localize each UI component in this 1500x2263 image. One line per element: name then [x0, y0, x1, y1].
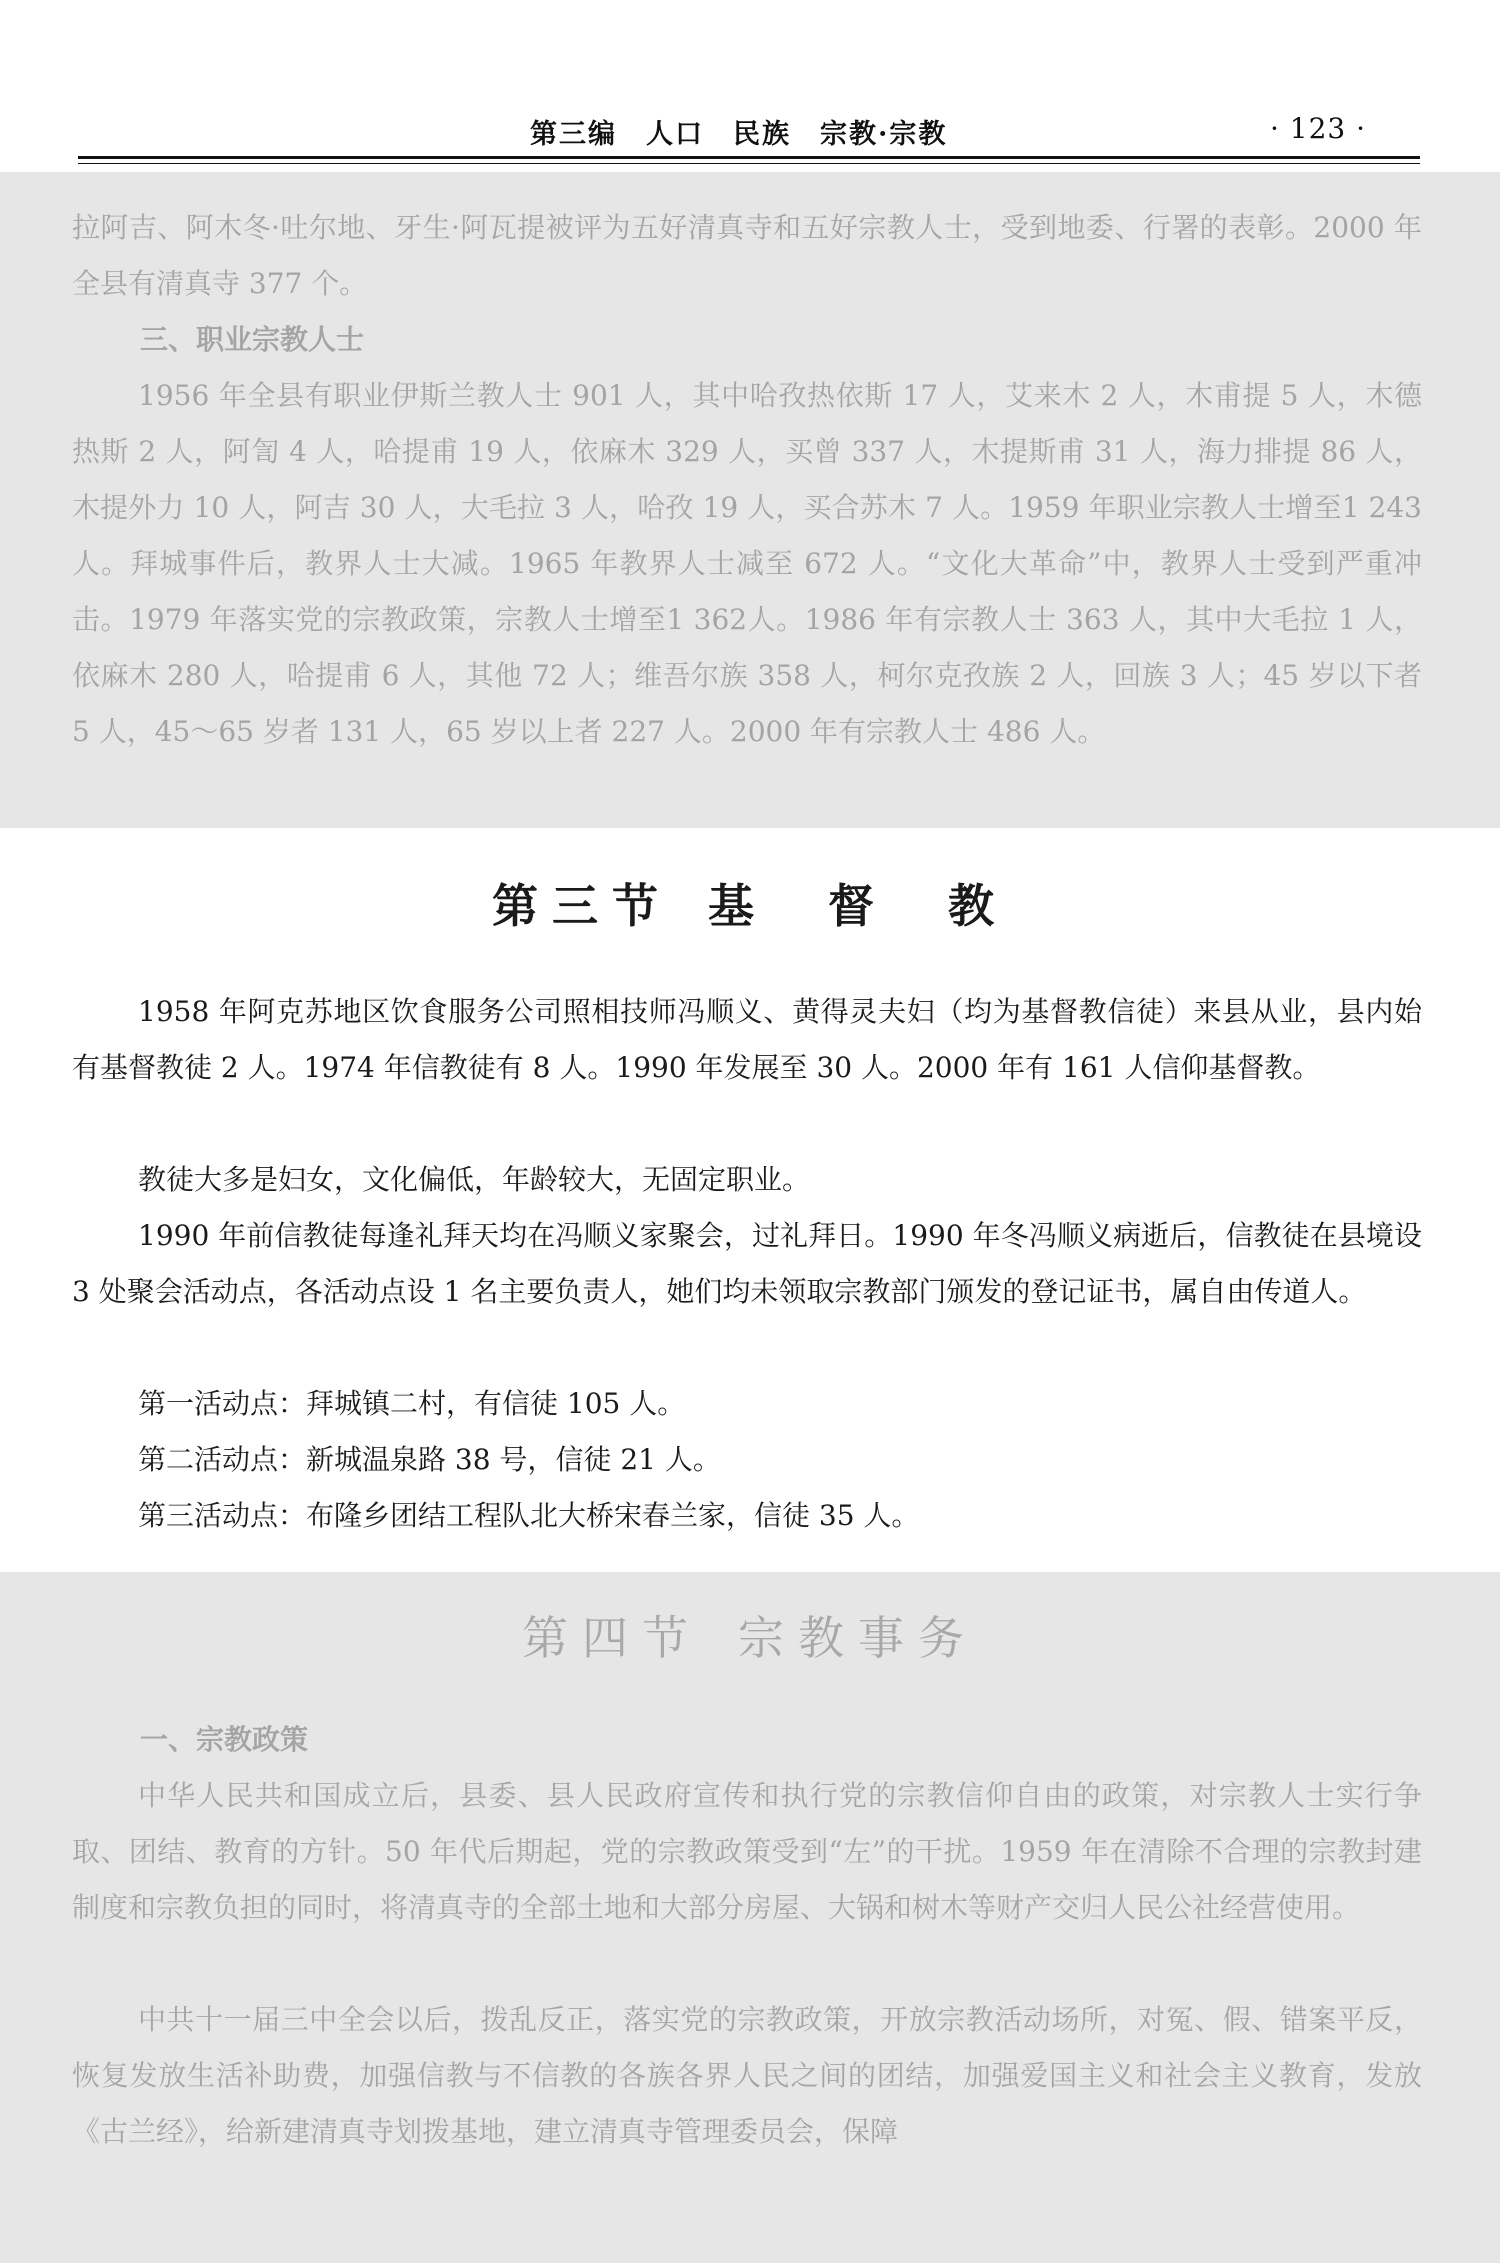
gathering-sites-paragraph: 1990 年前信教徒每逢礼拜天均在冯顺义家聚会，过礼拜日。1990 年冬冯顺义病逝后，信教徒在县境设 3 处聚会活动点，各活动点设 1 名主要负责人，她们均未领取宗教部门颁发的登记证书，属自由传道人。 [72, 1219, 1422, 1308]
professional-clergy-paragraph: 1956 年全县有职业伊斯兰教人士 901 人，其中哈孜热依斯 17 人，艾来木 2 人，木甫提 5 人，木德热斯 2 人，阿訇 4 人，哈提甫 19 人，依麻木 329 人，买曾 337 人，木提斯甫 31 人，海力排提 86 人，木提外力 10 人，阿吉 30 人，大毛拉 3 人，哈孜 19 人，买合苏木 7 人。1959 年职业宗教人士增至1 243人。拜城事件后，教界人士大减。1965 年教界人士减至 672 人。“文化大革命”中，教界人士受到严重冲击。1979 年落实党的宗教政策，宗教人士增至1 362人。1986 年有宗教人士 363 人，其中大毛拉 1 人，依麻木 280 人，哈提甫 6 人，其他 72 人；维吾尔族 358 人，柯尔克孜族 2 人，回族 3 人；45 岁以下者 5 人，45～65 岁者 131 人，65 岁以上者 227 人。2000 年有宗教人士 486 人。 [72, 379, 1422, 748]
section-number: 第三节 [492, 879, 672, 933]
believers-profile-paragraph: 教徒大多是妇女，文化偏低，年龄较大，无固定职业。 [138, 1163, 811, 1196]
religious-policy-paragraph-2: 中共十一届三中全会以后，拨乱反正，落实党的宗教政策，开放宗教活动场所，对冤、假、错案平反，恢复发放生活补助费，加强信教与不信教的各族各界人民之间的团结，加强爱国主义和社会主义教育，发放《古兰经》，给新建清真寺划拨基地，建立清真寺管理委员会，保障 [72, 2003, 1422, 2148]
activity-site-1: 第一活动点：拜城镇二村，有信徒 105 人。 [138, 1387, 686, 1420]
subheading-religious-policy: 一、宗教政策 [140, 1723, 309, 1756]
activity-site-2: 第二活动点：新城温泉路 38 号，信徒 21 人。 [138, 1443, 721, 1476]
section-name: 基 督 教 [708, 879, 1008, 933]
header-rule-thick [78, 156, 1420, 159]
activity-site-3: 第三活动点：布隆乡团结工程队北大桥宋春兰家，信徒 35 人。 [138, 1499, 920, 1532]
running-header-title: 第三编 人口 民族 宗教·宗教 [530, 119, 948, 150]
faded-top-band [0, 172, 1500, 828]
section-christianity [0, 828, 1500, 1572]
section-name: 宗教事务 [738, 1611, 978, 1665]
religious-figures-commendation-paragraph: 拉阿吉、阿木冬·吐尔地、牙生·阿瓦提被评为五好清真寺和五好宗教人士，受到地委、行署的表彰。2000 年全县有清真寺 377 个。 [72, 211, 1422, 300]
header-rule-thin [78, 163, 1420, 164]
religious-policy-paragraph-1: 中华人民共和国成立后，县委、县人民政府宣传和执行党的宗教信仰自由的政策，对宗教人士实行争取、团结、教育的方针。50 年代后期起，党的宗教政策受到“左”的干扰。1959 年在清除不合理的宗教封建制度和宗教负担的同时，将清真寺的全部土地和大部分房屋、大锅和树木等财产交归人民公社经营使用。 [72, 1779, 1422, 1924]
section-title-christianity [0, 870, 1500, 936]
page-header [0, 0, 1500, 172]
christianity-intro-paragraph: 1958 年阿克苏地区饮食服务公司照相技师冯顺义、黄得灵夫妇（均为基督教信徒）来县从业，县内始有基督教徒 2 人。1974 年信教徒有 8 人。1990 年发展至 30 人。2000 年有 161 人信仰基督教。 [72, 995, 1422, 1084]
subheading-professional-clergy: 三、职业宗教人士 [140, 323, 365, 356]
page-number: · 123 · [1270, 112, 1367, 145]
faded-bottom-band [0, 1572, 1500, 2263]
section-title-religious-affairs [0, 1602, 1500, 1668]
section-number: 第四节 [522, 1611, 702, 1665]
